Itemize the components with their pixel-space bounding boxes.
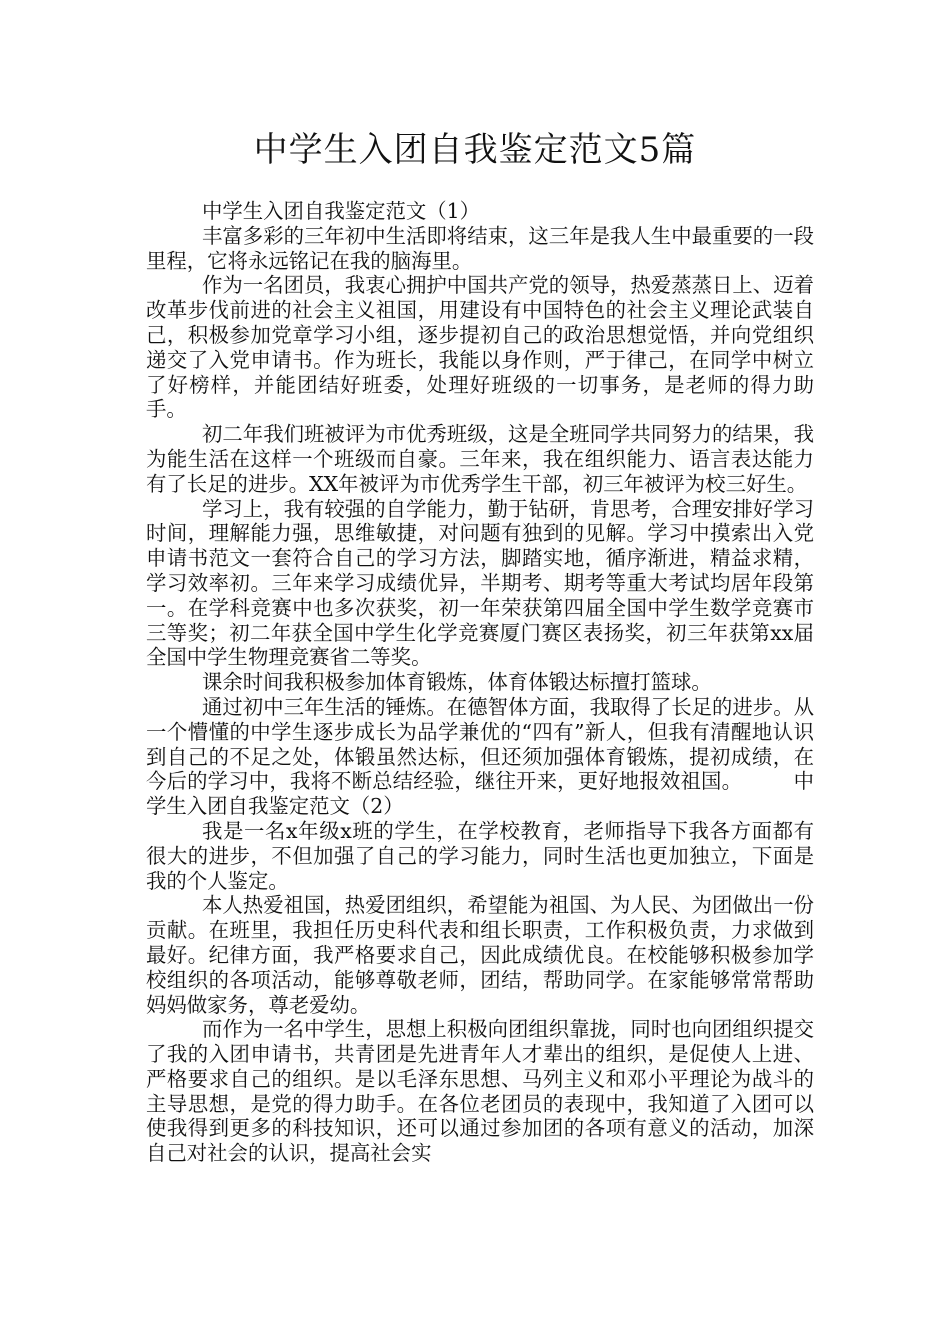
- paragraph: 作为一名团员，我衷心拥护中国共产党的领导，热爱蒸蒸日上、迈着改革步伐前进的社会主义祖国，用建设有中国特色的社会主义理论武装自己，积极参加党章学习小组，逐步提初自己的政治思想觉悟，并向党组织递交了入党申请书。作为班长，我能以身作则，严于律己，在同学中树立了好榜样，并能团结好班委，处理好班级的一切事务，是老师的得力助手。: [146, 273, 814, 422]
- document-body: [146, 199, 814, 1166]
- paragraph: 本人热爱祖国，热爱团组织，希望能为祖国、为人民、为团做出一份贡献。在班里，我担任历史科代表和组长职责，工作积极负责，力求做到最好。纪律方面，我严格要求自己，因此成绩优良。在校能够积极参加学校组织的各项活动，能够尊敬老师，团结，帮助同学。在家能够常常帮助妈妈做家务，尊老爱幼。: [146, 893, 814, 1017]
- paragraph: 而作为一名中学生，思想上积极向团组织靠拢，同时也向团组织提交了我的入团申请书，共青团是先进青年人才辈出的组织，是促使人上进、严格要求自己的组织。是以毛泽东思想、马列主义和邓小平理论为战斗的主导思想，是党的得力助手。在各位老团员的表现中，我知道了入团可以使我得到更多的科技知识，还可以通过参加团的各项有意义的活动，加深自己对社会的认识，提高社会实: [146, 1017, 814, 1166]
- paragraph: 课余时间我积极参加体育锻炼，体育体锻达标擅打篮球。: [202, 670, 712, 695]
- paragraph: 初二年我们班被评为市优秀班级，这是全班同学共同努力的结果，我为能生活在这样一个班级而自豪。三年来，我在组织能力、语言表达能力有了长足的进步。XX年被评为市优秀学生干部，初三年被评为校三好生。: [146, 422, 814, 496]
- document-title: 中学生入团自我鉴定范文5篇: [253, 130, 697, 170]
- paragraph: 通过初中三年生活的锤炼。在德智体方面，我取得了长足的进步。从一个懵懂的中学生逐步成长为品学兼优的“四有”新人，但我有清醒地认识到自己的不足之处，体锻虽然达标，但还须加强体育锻炼，提初成绩，在今后的学习中，我将不断总结经验，继往开来，更好地报效祖国。 中学生入团自我鉴定范文（2）: [146, 694, 814, 819]
- paragraph: 丰富多彩的三年初中生活即将结束，这三年是我人生中最重要的一段里程，它将永远铭记在我的脑海里。: [146, 223, 814, 273]
- paragraph: 学习上，我有较强的自学能力，勤于钻研，肯思考，合理安排好学习时间，理解能力强，思维敏捷，对问题有独到的见解。学习中摸索出入党申请书范文一套符合自己的学习方法，脚踏实地，循序渐进，精益求精，学习效率初。三年来学习成绩优异，半期考、期考等重大考试均居年段第一。在学科竞赛中也多次获奖，初一年荣获第四届全国中学生数学竞赛市三等奖；初二年获全国中学生化学竞赛厦门赛区表扬奖，初三年获第xx届全国中学生物理竞赛省二等奖。: [146, 496, 814, 670]
- paragraph: 我是一名x年级x班的学生，在学校教育，老师指导下我各方面都有很大的进步，不但加强了自己的学习能力，同时生活也更加独立，下面是我的个人鉴定。: [146, 818, 814, 893]
- section-heading: 中学生入团自我鉴定范文（1）: [202, 199, 481, 223]
